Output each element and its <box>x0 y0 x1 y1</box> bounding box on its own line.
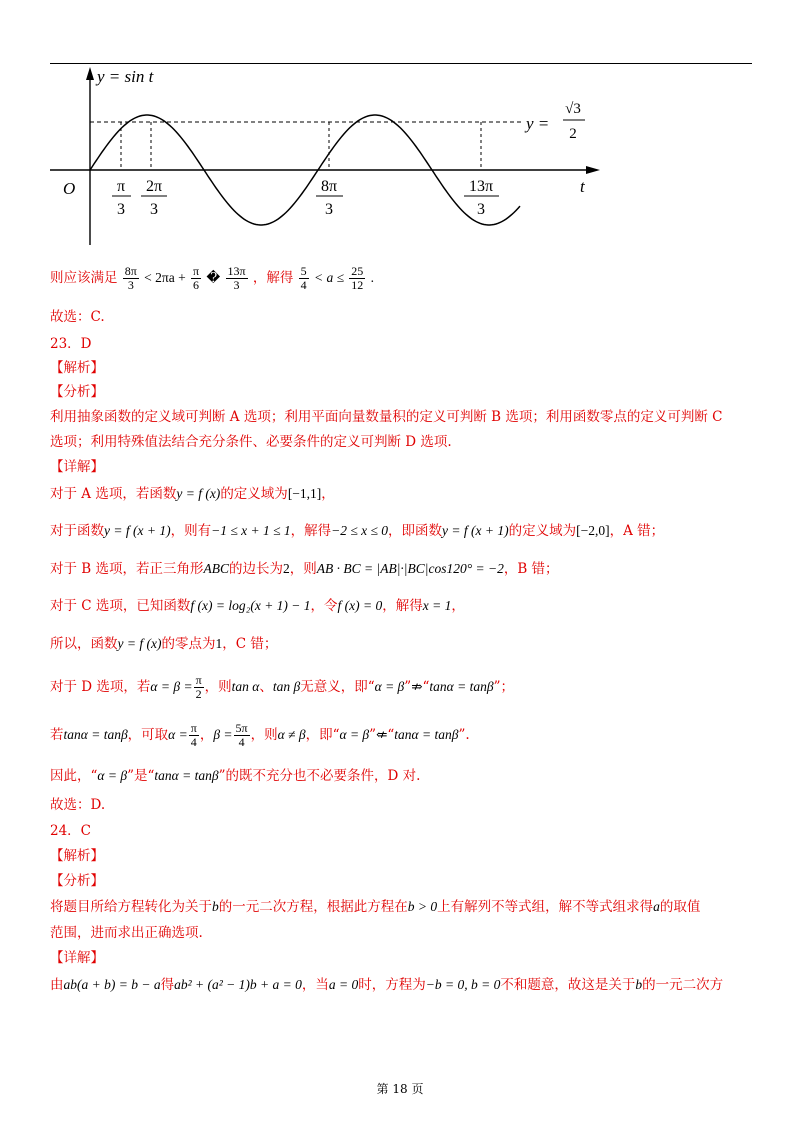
math: x = 1 <box>422 598 452 613</box>
math: tan α <box>231 679 260 694</box>
math: −b = 0, b = 0 <box>425 977 501 992</box>
text: ， <box>321 486 335 502</box>
line-7: 选项；利用特殊值法结合充分条件、必要条件的定义可判断 D 选项. <box>50 434 452 450</box>
math: α = β <box>97 768 128 783</box>
text: ”的既不充分也不必要条件，D 对. <box>218 768 421 784</box>
math: ab(a + b) = b − a <box>63 977 161 992</box>
math: ABC <box>203 561 230 576</box>
text: 的一元二次方程，根据此方程在 <box>218 899 408 915</box>
line-5: 【分析】 <box>50 384 104 400</box>
text: ，解得 <box>382 598 423 614</box>
math: tanα = tanβ <box>63 727 128 742</box>
text: 对于 B 选项，若正三角形 <box>50 561 204 577</box>
math: [−1,1] <box>287 486 322 501</box>
math: 2 <box>283 561 290 576</box>
math: β = <box>213 727 233 742</box>
num: 5π <box>235 721 248 735</box>
text: 因此，“ <box>50 768 98 784</box>
line-18: 24．C <box>50 823 92 839</box>
text: 的一元二次方 <box>642 977 724 993</box>
math: b <box>212 899 219 914</box>
hline-num: √3 <box>565 101 581 117</box>
fraction <box>194 674 204 701</box>
text: 不和题意，故这是关于 <box>500 977 636 993</box>
math: −1 ≤ x + 1 ≤ 1 <box>211 523 291 538</box>
text: ，则 <box>204 679 232 695</box>
func-label: y = sin t <box>97 67 154 86</box>
line-24 <box>50 975 723 995</box>
text: ，即函数 <box>388 523 443 539</box>
text: 的定义域为 <box>508 523 577 539</box>
text: 的定义域为 <box>220 486 288 502</box>
den: 4 <box>300 278 307 292</box>
line-23: 【详解】 <box>50 950 104 966</box>
math: α = <box>168 727 188 742</box>
num: π <box>195 673 202 687</box>
math: 1 <box>215 636 223 651</box>
fraction <box>234 722 250 749</box>
text: 将题目所给方程转化为关于 <box>50 899 212 915</box>
num: π <box>193 264 200 278</box>
math: b <box>635 977 643 992</box>
line-8: 【详解】 <box>50 459 104 475</box>
tick-4-num: 13π <box>468 178 494 195</box>
text: 时，方程为 <box>358 977 426 993</box>
math: α = β <box>339 727 370 742</box>
fraction <box>189 722 199 749</box>
line-16 <box>50 766 420 786</box>
text: ，则 <box>289 561 317 577</box>
line-15 <box>50 718 470 752</box>
math: b > 0 <box>407 899 438 914</box>
line-21 <box>50 897 700 917</box>
fraction <box>226 265 248 292</box>
text: 的零点为 <box>161 636 216 652</box>
text: 由 <box>50 977 64 993</box>
tick-3-num: 8π <box>320 178 338 195</box>
line-12 <box>50 596 465 616</box>
sine-graph <box>0 0 800 250</box>
origin-label: O <box>63 179 76 198</box>
math: α ≠ β <box>277 727 306 742</box>
line-6: 利用抽象函数的定义域可判断 A 选项；利用平面向量数量积的定义可判断 B 选项；利用函数零点的定义可判断 C <box>50 409 723 425</box>
text: “ <box>422 679 430 695</box>
line-14 <box>50 670 514 704</box>
den: 12 <box>351 278 364 292</box>
text: ，令 <box>310 598 338 614</box>
text: “ <box>387 727 395 743</box>
math: y = f (x) <box>117 636 162 651</box>
fraction <box>123 265 139 292</box>
den: 4 <box>238 735 245 749</box>
text: ，解得 <box>290 523 332 539</box>
line-20: 【分析】 <box>50 873 104 889</box>
line-17: 故选：D. <box>50 797 106 813</box>
text: 对于 C 选项，已知函数 <box>50 598 191 614</box>
text: 则应该满足 <box>50 270 118 286</box>
text: ，可取 <box>127 727 169 743</box>
math: [−2,0] <box>576 523 610 538</box>
math: y = f (x + 1) <box>104 523 171 538</box>
tick-2-num: 2π <box>145 178 163 195</box>
text: 对于 D 选项，若 <box>50 679 151 695</box>
den: 2 <box>195 687 202 701</box>
num: 5 <box>300 264 307 278</box>
text: 无意义，即“ <box>300 679 375 695</box>
fraction <box>349 265 365 292</box>
tick-2-den: 3 <box>150 201 158 218</box>
math: a <box>653 899 660 914</box>
y-axis-arrow <box>86 67 94 80</box>
text: 对于 A 选项，若函数 <box>50 486 177 502</box>
den: 3 <box>127 278 134 292</box>
text: ，则有 <box>170 523 212 539</box>
math: −2 ≤ x ≤ 0 <box>331 523 389 538</box>
line-2: 故选：C. <box>50 309 105 325</box>
text: ，B 错； <box>503 561 559 577</box>
hline-label: y = <box>526 114 550 133</box>
math: y = f (x) <box>176 486 221 501</box>
text: ” <box>369 727 377 743</box>
line-11 <box>50 559 559 579</box>
math: α = β <box>374 679 405 694</box>
text: ”. <box>458 727 470 743</box>
text: ，当 <box>301 977 329 993</box>
num: 8π <box>124 264 137 278</box>
math: � <box>206 270 221 285</box>
tick-4-den: 3 <box>477 201 485 218</box>
text: 所以，函数 <box>50 636 118 652</box>
fraction <box>299 265 309 292</box>
text: ，则 <box>250 727 278 743</box>
math: tanα = tanβ <box>154 768 219 783</box>
line-13 <box>50 634 277 654</box>
math: y = f (x + 1) <box>442 523 509 538</box>
text: ，即“ <box>305 727 340 743</box>
fraction <box>191 265 201 292</box>
math: ab² + (a² − 1)b + a = 0 <box>174 977 302 992</box>
tick-1-num: π <box>116 178 126 195</box>
tick-1-den: 3 <box>117 201 125 218</box>
text: 、 <box>259 679 273 695</box>
text: 上有解列不等式组，解不等式组求得 <box>437 899 654 915</box>
text: ”； <box>493 679 514 695</box>
math: a = 0 <box>328 977 359 992</box>
line-1 <box>50 262 374 294</box>
text: ” <box>404 679 412 695</box>
math: f (x) = log₂(x + 1) − 1 <box>190 598 311 613</box>
text: ，C 错； <box>222 636 278 652</box>
text: 若 <box>50 727 64 743</box>
text: ，A 错； <box>609 523 665 539</box>
math: α = β = <box>150 679 193 694</box>
text: 对于函数 <box>50 523 104 539</box>
line-9 <box>50 484 335 504</box>
text: ， <box>199 727 214 743</box>
line-10 <box>50 521 664 541</box>
x-axis-arrow <box>586 166 600 174</box>
axis-var-label: t <box>580 177 585 196</box>
text: ”是“ <box>127 768 155 784</box>
line-22: 范围，进而求出正确选项. <box>50 925 203 941</box>
text: ，解得 <box>252 270 294 286</box>
math: . <box>370 270 374 285</box>
hline-den: 2 <box>569 126 577 142</box>
num: π <box>190 721 197 735</box>
page-footer: 第 18 页 <box>376 1082 424 1096</box>
math: < a ≤ <box>313 270 344 285</box>
text: 的边长为 <box>229 561 284 577</box>
math: tan β <box>272 679 301 694</box>
den: 6 <box>193 278 200 292</box>
num: 13π <box>227 264 246 278</box>
math: AB · BC = |AB|·|BC|cos120° = −2 <box>316 561 504 576</box>
den: 4 <box>190 735 197 749</box>
line-19: 【解析】 <box>50 848 104 864</box>
math: < 2πa + <box>144 270 186 285</box>
num: 25 <box>351 264 364 278</box>
math: ⇏ <box>411 679 423 694</box>
text: 得 <box>160 977 175 993</box>
math: tanα = tanβ <box>394 727 459 742</box>
text: 的取值 <box>659 899 701 915</box>
math: tanα = tanβ <box>429 679 494 694</box>
line-3: 23．D <box>50 336 92 352</box>
math: f (x) = 0 <box>337 598 383 613</box>
line-4: 【解析】 <box>50 360 104 376</box>
den: 3 <box>233 278 240 292</box>
tick-3-den: 3 <box>325 201 333 218</box>
text: ， <box>451 598 465 614</box>
math: ⇍ <box>376 727 388 742</box>
